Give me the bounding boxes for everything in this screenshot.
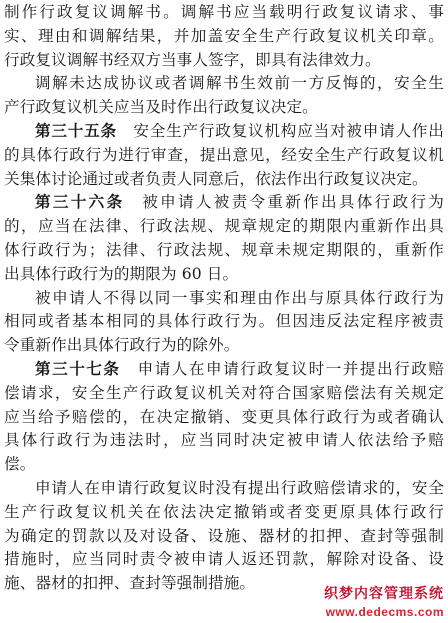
line-text: 制作行政复议调解书。调解书应当载明行政复议请求、事 [4,3,444,21]
text-line [4,1,444,25]
text-line [4,263,444,287]
text-line [4,191,444,215]
line-text: 的具体行政行为进行审查，提出意见，经安全生产行政复议机 [4,145,444,164]
line-text: 为确定的罚款以及对设备、设施、器材的扣押、查封等强制 [4,526,444,545]
line-text: 偿请求，安全生产行政复议机关对符合国家赔偿法有关规定 [4,383,444,402]
text-line [4,477,444,501]
line-text: 施、器材的扣押、查封等强制措施。 [4,574,256,593]
text-line [4,49,444,73]
line-text: 偿。 [4,455,36,474]
line-text: 申请人在申请行政复议时一并提出行政赔 [120,359,444,378]
line-text: 调解未达成协议或者调解书生效前一方反悔的，安全生 [35,74,444,93]
watermark-title: 织梦内容管理系统 [324,586,444,602]
text-line [4,334,444,358]
text-line [4,429,444,453]
line-text: 出具体行政行为的期限为 60 日。 [4,264,239,283]
text-line [4,453,444,477]
line-text: 被申请人被责令重新作出具体行政行为 [124,193,444,212]
text-line [4,120,444,144]
line-text: 应当给予赔偿的，在决定撤销、变更具体行政行为或者确认 [4,407,444,426]
line-text: 相同或者基本相同的具体行政行为。但因违反法定程序被责 [4,312,444,331]
article-number: 第三十六条 [35,193,125,212]
line-text: 行政复议调解书经双方当事人签字，即具有法律效力。 [4,50,381,69]
text-line [4,144,444,168]
line-text: 申请人在申请行政复议时没有提出行政赔偿请求的，安全 [35,478,444,497]
text-line [4,310,444,334]
line-text: 令重新作出具体行政行为的除外。 [4,336,240,355]
line-text: 安全生产行政复议机构应当对被申请人作出 [116,121,444,140]
line-text: 的，应当在法律、行政法规、规章规定的期限内重新作出具 [4,217,444,236]
line-text: 产行政复议机关应当及时作出行政复议决定。 [4,98,318,117]
text-line [4,96,444,120]
watermark-url: www.dedecms.com [325,605,444,619]
text-line [4,548,444,572]
line-text: 生产行政复议机关在依法决定撤销或者变更原具体行政行 [4,502,444,521]
line-text: 具体行政行为违法时，应当同时决定被申请人依法给予赔 [4,431,444,450]
text-line [4,239,444,263]
line-text: 实、理由和调解结果，并加盖安全生产行政复议机关印章。 [4,26,444,45]
text-line [4,287,444,311]
article-number: 第三十五条 [35,121,117,140]
site-watermark [324,583,444,619]
text-line [4,382,444,406]
document-page [4,1,444,596]
text-line [4,501,444,525]
line-text: 关集体讨论通过或者负责人同意后，依法作出行政复议决定。 [4,169,428,188]
text-line [4,525,444,549]
text-line [4,25,444,49]
line-text: 措施时，应当同时责令被申请人返还罚款，解除对设备、设 [4,550,444,569]
line-text: 体行政行为；法律、行政法规、规章未规定期限的，重新作 [4,240,444,259]
article-number: 第三十七条 [35,359,121,378]
text-line [4,358,444,382]
text-line [4,215,444,239]
text-line [4,168,444,192]
line-text: 被申请人不得以同一事实和理由作出与原具体行政行为 [35,288,444,307]
text-line [4,72,444,96]
text-line [4,406,444,430]
